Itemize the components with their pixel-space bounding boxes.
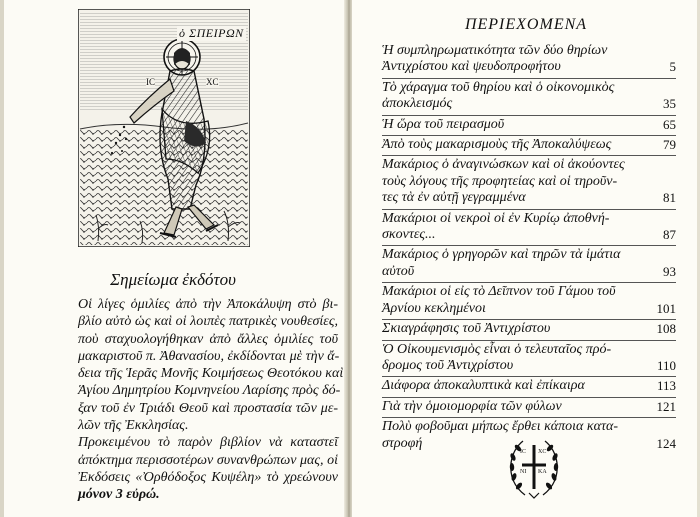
editor-note-body: [62, 296, 344, 504]
text-line: Οἱ λίγες ὁμιλίες ἀπὸ τὴν Ἀποκάλυψη στὸ βι-: [78, 297, 338, 312]
toc-page-number: 124: [656, 435, 676, 451]
toc-entry-line: Σκιαγράφησις τοῦ Ἀντιχρίστου: [382, 321, 551, 337]
text-line: μόνον 3 εὐρώ.: [78, 487, 160, 503]
toc-entry-line: Τὸ χάραγμα τοῦ θηρίου καὶ ὁ οἰκονομικὸς: [382, 79, 615, 95]
toc-page-number: 110: [656, 357, 676, 373]
ornament-letter: IC: [520, 449, 526, 455]
toc-entry-line: Ἀρνίου κεκλημένοι: [382, 300, 486, 316]
toc-page-number: 108: [656, 321, 676, 337]
toc-entry: [382, 397, 676, 417]
toc-entry-line: αὐτοῦ: [382, 263, 415, 279]
editor-note-paragraph-1: [62, 296, 344, 434]
toc-page-number: 35: [663, 96, 676, 112]
toc-entry: [382, 245, 676, 282]
ornament-letter: NI: [520, 469, 527, 475]
toc-entry-line: δρομος τοῦ Ἀντιχρίστου: [382, 357, 514, 373]
text-line: Ἐκδόσεις «Ὀρθόδοξος Κυψέλη» τὸ χρεώνουν: [78, 469, 338, 485]
ornament-letter: XC: [538, 449, 547, 455]
toc-entry-line: Ἀντιχρίστου καὶ ψευδοπροφήτου: [382, 59, 561, 75]
toc-entry: [382, 135, 676, 155]
text-line: Ἁγίου Δημητρίου Κομνηνείου Λαρίσης πρὸς δό-: [78, 383, 341, 399]
toc-entry-line: Ἀπὸ τοὺς μακαρισμοὺς τῆς Ἀποκαλύψεως: [382, 137, 612, 153]
toc-page-number: 65: [663, 116, 676, 132]
laurel-cross-ornament: [505, 435, 563, 501]
toc-page-number: 121: [656, 398, 676, 414]
toc-entry-line: τοὺς λόγους τῆς προφητείας καὶ οἱ τηροῦν-: [382, 173, 618, 189]
toc-page-number: 87: [663, 227, 676, 243]
toc-entry-line: Μακάριος ὁ γρηγορῶν καὶ τηρῶν τὰ ἱμάτια: [382, 247, 621, 263]
toc-entry: [382, 319, 676, 339]
toc-entry: [382, 78, 676, 115]
cross-wreath-icon: [505, 435, 563, 501]
text-line: Προκειμένου τὸ παρὸν βιβλίον νὰ καταστεῖ: [78, 435, 338, 451]
editor-note-paragraph-2: [62, 434, 338, 503]
text-line: ποὺ σταχυολογήθηκαν ἀπὸ ἄλλες ὁμιλίες τοῦ: [78, 331, 338, 347]
toc-entry: [382, 42, 676, 78]
toc-entry-line: σκοντες...: [382, 227, 436, 243]
right-page: [352, 0, 700, 517]
toc-entry-line: Γιὰ τὴν ὁμοιομορφία τῶν φύλων: [382, 398, 562, 414]
text-line: μακαριστοῦ π. Ἀθανασίου, ἐκδίδονται μὲ τὴν ἄ-: [78, 348, 340, 364]
monogram-xc: XC: [206, 77, 219, 87]
toc-entry-line: ἀποκλεισμός: [382, 96, 453, 112]
toc-entry: [382, 155, 676, 208]
toc-entry-line: Ἡ ὥρα τοῦ πειρασμοῦ: [382, 116, 505, 132]
toc-entry-line: Μακάριος ὁ ἀναγινώσκων καὶ οἱ ἀκούοντες: [382, 157, 625, 173]
text-line: ξαν τοῦ ἐν Τριάδι Θεοῦ καὶ προστασία τῶν με-: [78, 400, 338, 416]
ornament-letter: KA: [538, 469, 547, 475]
toc-page-number: 93: [663, 263, 676, 279]
toc-entry: [382, 209, 676, 246]
toc-page-number: 5: [669, 59, 676, 75]
text-line: δεια τῆς Ἱερᾶς Μονῆς Κοιμήσεως Θεοτόκου καὶ: [78, 366, 344, 382]
toc-entry-line: τες τὰ ἐν αὐτῇ γεγραμμένα: [382, 190, 526, 206]
page-edge: [0, 0, 4, 517]
toc-page-number: 101: [656, 300, 676, 316]
toc-entry: [382, 340, 676, 377]
table-of-contents: [382, 42, 676, 454]
toc-entry-line: Ἡ συμπληρωματικότητα τῶν δύο θηρίων: [382, 43, 608, 58]
toc-entry-line: Πολὺ φοβοῦμαι μήπως ἔρθει κάποια κατα-: [382, 419, 618, 435]
sower-engraving: [78, 9, 250, 247]
toc-entry-line: στροφή: [382, 435, 423, 451]
toc-page-number: 81: [663, 190, 676, 206]
editor-note-title: Σημείωμα ἐκδότου: [110, 270, 236, 289]
toc-entry: [382, 376, 676, 396]
text-line: λῶν τῆς Ἐκκλησίας.: [78, 418, 189, 434]
icon-caption: ὁ ΣΠΕΙΡΩΝ: [179, 26, 244, 40]
monogram-ic: ΙC: [146, 77, 155, 87]
toc-entry-line: Μακάριοι οἱ εἰς τὸ Δεῖπνον τοῦ Γάμου τοῦ: [382, 284, 616, 300]
toc-entry: [382, 115, 676, 135]
toc-page-number: 113: [656, 378, 676, 394]
toc-entry-line: Μακάριοι οἱ νεκροὶ οἱ ἐν Κυρίῳ ἀποθνή-: [382, 210, 610, 226]
contents-title: ΠΕΡΙΕΧΟΜΕΝΑ: [464, 16, 588, 33]
text-line: βλίο αὐτὸ ὡς καὶ οἱ λοιπὲς πατρικὲς νουθεσίες,: [78, 314, 338, 330]
toc-page-number: 79: [663, 137, 676, 153]
toc-entry-line: Διάφορα ἀποκαλυπτικὰ καὶ ἐπίκαιρα: [382, 378, 585, 394]
left-page: [0, 0, 346, 517]
toc-entry-line: Ὁ Οἰκουμενισμὸς εἶναι ὁ τελευταῖος πρό-: [382, 341, 612, 357]
toc-entry: [382, 282, 676, 319]
sower-icon-illustration: [78, 9, 250, 247]
text-line: ἀπόκτημα περισσοτέρων συνανθρώπων μας, οἱ: [78, 452, 338, 468]
